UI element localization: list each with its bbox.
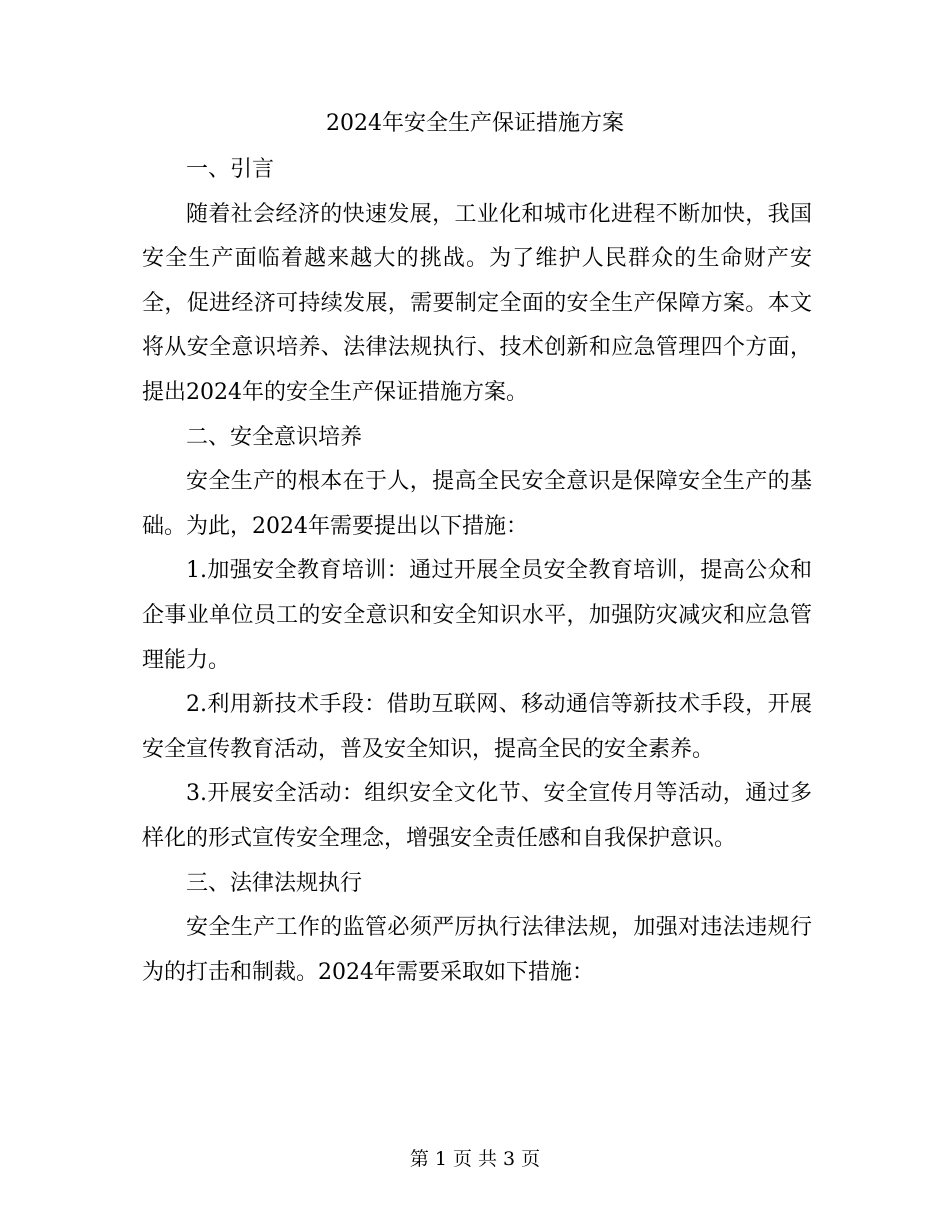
section-heading-law-enforcement: 三、法律法规执行 [186, 870, 363, 896]
list-item: 2.利用新技术手段：借助互联网、移动通信等新技术手段，开展安全宣传教育活动，普及安全知识，提高全民的安全素养。 [142, 692, 812, 762]
document-title: 2024年安全生产保证措施方案 [326, 111, 624, 136]
section-heading-safety-awareness: 二、安全意识培养 [186, 424, 363, 450]
paragraph: 随着社会经济的快速发展，工业化和城市化进程不断加快，我国安全生产面临着越来越大的挑战。为了维护人民群众的生命财产安全，促进经济可持续发展，需要制定全面的安全生产保障方案。本文将从安全意识培养、法律法规执行、技术创新和应急管理四个方面，提出2024年的安全生产保证措施方案。 [142, 201, 812, 405]
paragraph: 安全生产工作的监管必须严厉执行法律法规，加强对违法违规行为的打击和制裁。2024年需要采取如下措施： [142, 915, 812, 985]
list-item: 3.开展安全活动：组织安全文化节、安全宣传月等活动，通过多样化的形式宣传安全理念，增强安全责任感和自我保护意识。 [142, 781, 812, 851]
paragraph: 安全生产的根本在于人，提高全民安全意识是保障安全生产的基础。为此，2024年需要提出以下措施： [142, 469, 812, 539]
page-footer: 第 1 页 共 3 页 [409, 1148, 541, 1170]
section-heading-introduction: 一、引言 [186, 157, 275, 182]
document-body [142, 148, 812, 995]
list-item: 1.加强安全教育培训：通过开展全员安全教育培训，提高公众和企事业单位员工的安全意识和安全知识水平，加强防灾减灾和应急管理能力。 [142, 558, 812, 673]
